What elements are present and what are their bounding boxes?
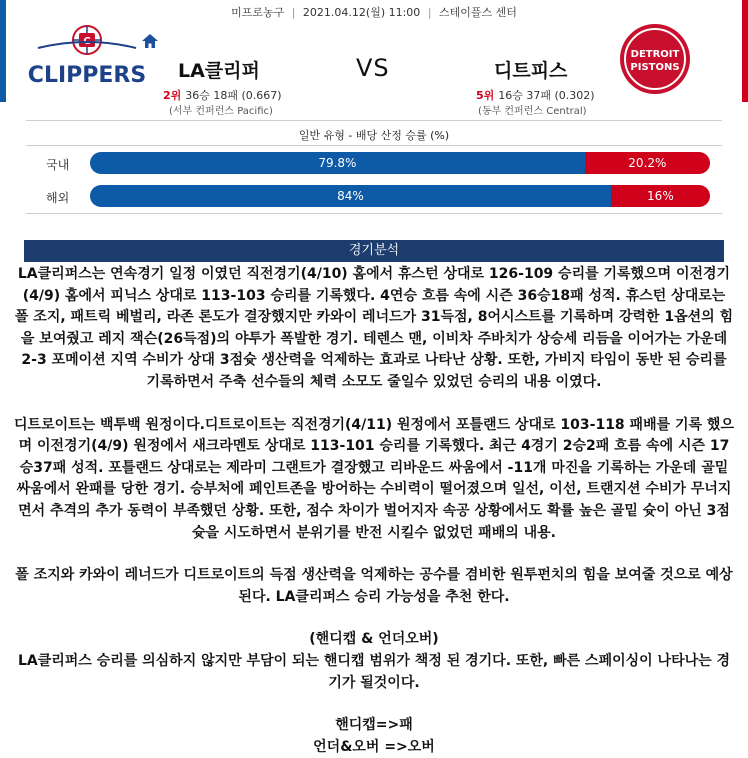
betting-row-label: 해외 [46,191,70,205]
home-rank: 2위 [163,89,182,102]
home-record [163,87,282,103]
home-win-segment: 79.8% [90,152,585,174]
analysis-handicap-title: (핸디캡 & 언더오버) [309,631,439,648]
svg-text:DETROIT: DETROIT [630,49,680,60]
win-rate-bar [90,152,710,174]
analysis-header: 경기분석 [24,240,724,262]
analysis-paragraph-home: LA클리퍼스는 연속경기 일정 이였던 직전경기(4/10) 홈에서 휴스턴 상대로 126-109 승리를 기록했으며 이전경기(4/9) 홈에서 피닉스 상대로 113-103 승리를 기록했다. 4연승 흐름 속에 시즌 36승18패 성적. 휴스턴 상대로는 폴 조지, 패트릭 베벌리, 라존 론도가 결장했지만 카와이 레너드가 31득점, 8어시스트를 기록하며 강력한 1옵션의 힘을 보여줬고 레지 잭슨(26득점)의 야투가 폭발한 경기. 테렌스 맨, 이비차 주바치가 상승세 리듬을 이어가는 가운데 2-3 포메이션 지역 수비가 상대 3점슛 생산력을 억제하는 효과로 나타난 상황. 또한, 가비지 타임이 동반 된 승리를 기록하면서 주축 선수들의 체력 소모도 줄일수 있었던 승리의 내용 이였다. [14,266,734,390]
match-datetime: 2021.04.12(월) 11:00 [302,6,421,19]
league-label: 미프로농구 [231,6,285,19]
home-team-name: LA클리퍼 [178,60,260,82]
betting-row-domestic [26,152,722,174]
away-record [476,87,595,103]
home-record-text: 36승 18패 (0.667) [185,89,282,102]
venue-label: 스테이플스 센터 [439,6,517,19]
vs-label: VS [356,54,390,82]
away-record-text: 16승 37패 (0.302) [498,89,595,102]
home-win-segment: 84% [90,185,611,207]
home-icon[interactable] [141,33,159,49]
meta-separator: | [291,6,296,19]
away-win-segment: 20.2% [585,152,710,174]
analysis-paragraph-handicap: LA클리퍼스 승리를 의심하지 않지만 부담이 되는 핸디캡 범위가 책정 된 경기다. 또한, 빠른 스페이싱이 나타나는 경기가 될것이다. [17,652,731,691]
divider [26,213,722,214]
away-conference: (동부 컨퍼런스 Central) [478,106,587,117]
betting-title: 일반 유형 - 배당 산정 승률 (%) [298,129,450,142]
analysis-paragraph-prediction: 폴 조지와 카와이 레너드가 디트로이트의 득점 생산력을 억제하는 공수를 겸비한 원투펀치의 힘을 보여줄 것으로 예상된다. LA클리퍼스 승리 가능성을 추천 한다. [15,567,733,605]
pistons-logo [618,22,692,96]
betting-row-label: 국내 [46,158,70,172]
pick-handicap: 핸디캡=>패 [335,717,413,734]
win-rate-bar [90,185,710,207]
away-team-name: 디트피스 [494,60,568,82]
svg-text:C: C [83,36,91,47]
away-win-segment: 16% [611,185,710,207]
clippers-logo [27,24,147,98]
away-rank: 5위 [476,89,495,102]
analysis-paragraph-away: 디트로이트는 백투백 원정이다.디트로이트는 직전경기(4/11) 원정에서 포틀랜드 상대로 103-118 패배를 기록 했으며 이전경기(4/9) 원정에서 새크라멘토 상대로 113-101 승리를 기록했다. 최근 4경기 2승2패 흐름 속에 시즌 17승37패 성적. 포틀랜드 상대로는 제라미 그랜트가 결장했고 리바운드 싸움에서 -11개 마진을 기록하는 가운데 골밑 싸움에서 완패를 당한 경기. 승부처에 페인트존을 방어하는 수비력이 떨어졌으며 일선, 이선, 트랜지션 수비가 무너지면서 추격의 추가 동력이 부족했던 상황. 또한, 점수 차이가 벌어지자 속공 상황에서도 확률 높은 골밑 슛이 아닌 3점슛을 시도하면서 분위기를 반전 시킬수 없었던 패배의 내용. [14,416,734,541]
match-meta [0,4,748,20]
betting-row-overseas [26,185,722,207]
svg-text:PISTONS: PISTONS [630,62,680,73]
divider [26,145,722,146]
analysis-body [14,264,734,758]
meta-separator: | [427,6,432,19]
svg-text:CLIPPERS: CLIPPERS [27,63,147,88]
divider [26,120,722,121]
pick-over-under: 언더&오버 =>오버 [313,738,435,755]
home-conference: (서부 컨퍼런스 Pacific) [169,106,273,117]
